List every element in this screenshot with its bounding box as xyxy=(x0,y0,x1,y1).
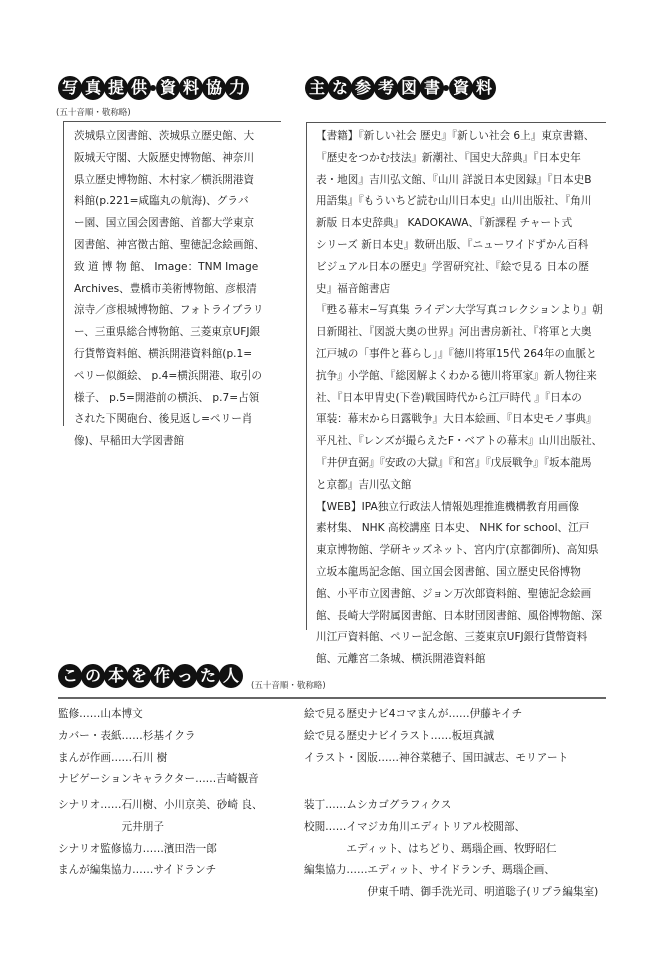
heading-char: 書 xyxy=(420,76,444,100)
reference-line: 【WEB】IPA独立行政法人情報処理推進機構教育用画像 xyxy=(316,500,579,513)
reference-line: 東京博物館、学研キッズネット、宮内庁(京都御所)、高知県 xyxy=(316,544,599,557)
reference-line: 館、元離宮二条城、横浜開港資料館 xyxy=(316,653,486,666)
heading-char: 料 xyxy=(179,76,203,100)
credits-right-group-a xyxy=(304,704,568,769)
reference-line: 平凡社、『レンズが撮らえたF・ベアトの幕末』山川出版社、 xyxy=(316,435,603,448)
heading-char: 協 xyxy=(202,76,226,100)
reference-line: 館、小平市立図書館、ジョン万次郎資料館、聖徳記念絵画 xyxy=(316,587,592,600)
photo-credit-line: 料館(p.221=咸臨丸の航海)、グラバ xyxy=(74,195,249,208)
reference-line: 日新聞社、『図説大奥の世界』河出書房新社、『将軍と大奥 xyxy=(316,326,592,339)
credit-line: シナリオ……石川樹、小川京美、砂崎 良、 xyxy=(58,799,263,811)
reference-line: 『歴史をつかむ技法』新潮社、『国史大辞典』『日本史年 xyxy=(316,151,581,164)
credits-section-heading xyxy=(58,664,242,688)
photo-credit-line: 致 道 博 物 館、 Image：TNM Image xyxy=(74,260,259,273)
photo-credit-line: 涼寺／彦根城博物館、フォトライブラリ xyxy=(74,304,264,317)
photo-section-heading xyxy=(58,76,248,100)
heading-char: 真 xyxy=(81,76,105,100)
heading-char: 主 xyxy=(305,76,329,100)
reference-line: 江戸城の「事件と暮らし」』『徳川将軍15代 264年の血脈と xyxy=(316,347,597,360)
reference-line: 史』福音館書店 xyxy=(316,282,391,295)
heading-char: 提 xyxy=(104,76,128,100)
heading-char: を xyxy=(127,664,151,688)
credits-section-note: (五十音順・敬称略) xyxy=(251,681,326,691)
heading-char: 人 xyxy=(219,664,243,688)
photo-credit-line: ペリー似顔絵、 p.4=横浜開港、取引の xyxy=(74,369,262,382)
photo-credit-line: Archives、豊橋市美術博物館、彦根清 xyxy=(74,282,257,295)
credit-line: 監修……山本博文 xyxy=(58,708,143,720)
heading-char: 図 xyxy=(397,76,421,100)
credit-line: 絵で見る歴史ナビ4コマまんが……伊藤キイチ xyxy=(304,708,523,720)
photo-credit-line: 阪城天守閣、大阪歴史博物館、神奈川 xyxy=(74,151,255,164)
heading-char: 写 xyxy=(58,76,82,100)
reference-line: シリーズ 新日本史』数研出版、『ニューワイドずかん百科 xyxy=(316,238,589,251)
credit-line: まんが作画……石川 樹 xyxy=(58,751,168,764)
reference-line: 社、『日本甲冑史(下巻)戦国時代から江戸時代 』『日本の xyxy=(316,391,582,404)
reference-line: 館、長崎大学附属図書館、日本財団図書館、風俗博物館、深 xyxy=(316,609,603,622)
photo-credit-line: 図書館、神宮徴古館、聖徳記念絵画館、 xyxy=(74,238,265,251)
credit-line: 校閲……イマジカ角川エディトリアル校閲部、 xyxy=(304,820,526,833)
reference-line: 【書籍】『新しい社会 歴史』『新しい社会 6上』東京書籍、 xyxy=(316,130,595,142)
reference-line: 軍装：幕末から日露戦争』大日本絵画、『日本史モノ事典』 xyxy=(316,413,597,426)
credits-right-group-b xyxy=(304,795,598,904)
heading-char: 資 xyxy=(156,76,180,100)
reference-section-heading xyxy=(305,76,495,100)
heading-char: た xyxy=(196,664,220,688)
heading-char: っ xyxy=(173,664,197,688)
photo-credit-line: 像)、早稲田大学図書館 xyxy=(74,435,185,448)
heading-char: 力 xyxy=(225,76,249,100)
credits-left-group-b xyxy=(58,795,263,882)
photo-credit-line: ー、三重県総合博物館、三菱東京UFJ銀 xyxy=(74,326,261,339)
heading-char: 本 xyxy=(104,664,128,688)
reference-line: 川江戸資料館、ペリー記念館、三菱東京UFJ銀行貨幣資料 xyxy=(316,631,588,644)
photo-credit-line: 様子、 p.5=開港前の横浜、 p.7=占領 xyxy=(74,391,260,404)
heading-char: こ xyxy=(58,664,82,688)
photo-credit-line: 県立歴史博物館、木村家／横浜開港資 xyxy=(74,173,255,186)
credit-line: エディット、はちどり、瑪瑙企画、牧野昭仁 xyxy=(304,842,557,855)
reference-line: 用語集』『もういちど読む山川日本史』山川出版社、『角川 xyxy=(316,195,592,208)
reference-line: 『井伊直弼』『安政の大獄』『和宮』『戊辰戦争』『坂本龍馬 xyxy=(316,456,592,469)
credit-line: 装丁……ムシカゴグラフィクス xyxy=(304,799,452,811)
credit-line: カバー・表紙……杉基イクラ xyxy=(58,729,196,742)
photo-credit-line: ー園、国立国会図書館、首都大学東京 xyxy=(74,217,255,230)
heading-char: 資 xyxy=(449,76,473,100)
credit-line: イラスト・図版……神谷菜穂子、国田誠志、モリアート xyxy=(304,751,569,764)
photo-credit-line: 茨城県立図書館、茨城県立歴史館、大 xyxy=(74,130,255,142)
heading-char: 参 xyxy=(351,76,375,100)
reference-line: 『甦る幕末−写真集 ライデン大学写真コレクションより』朝 xyxy=(316,304,603,317)
reference-line: 表・地図』吉川弘文館、『山川 詳説日本史図録』『日本史B xyxy=(316,173,592,186)
credit-line: 編集協力……エディット、サイドランチ、瑪瑙企画、 xyxy=(304,864,555,877)
reference-line: 新版 日本史辞典』 KADOKAWA、『新課程 チャート式 xyxy=(316,217,573,230)
reference-line: 素材集、 NHK 高校講座 日本史、 NHK for school、江戸 xyxy=(316,522,590,535)
heading-char: な xyxy=(328,76,352,100)
reference-line: と京都』吉川弘文館 xyxy=(316,478,412,491)
reference-line: ビジュアル日本の歴史』学習研究社、『絵で見る 日本の歴 xyxy=(316,260,589,273)
heading-char: 作 xyxy=(150,664,174,688)
photo-credit-line: 行貨幣資料館、横浜開港資料館(p.1= xyxy=(74,347,253,360)
credit-line: シナリオ監修協力……濱田浩一郎 xyxy=(58,842,217,855)
reference-line: 抗争』小学館、『総図解よくわかる徳川将軍家』新人物往来 xyxy=(316,369,597,382)
reference-line: 立坂本龍馬記念館、国立国会図書館、国立歴史民俗博物 xyxy=(316,565,581,578)
credit-line: ナビゲーションキャラクター……吉崎観音 xyxy=(58,773,259,786)
heading-char: の xyxy=(81,664,105,688)
heading-char: 料 xyxy=(472,76,496,100)
heading-char: 考 xyxy=(374,76,398,100)
credit-line: 絵で見る歴史ナビイラスト……板垣真誠 xyxy=(304,729,495,742)
credit-line: 伊東千晴、御手洗光司、明道聡子(リプラ編集室) xyxy=(304,886,599,899)
photo-credits-box xyxy=(63,121,281,448)
photo-section-note: (五十音順・敬称略) xyxy=(56,108,131,118)
heading-char: 供 xyxy=(127,76,151,100)
references-box xyxy=(306,122,606,666)
photo-credit-line: された下関砲台、後見返し=ペリー肖 xyxy=(74,413,253,426)
credit-line: まんが編集協力……サイドランチ xyxy=(58,864,217,877)
credits-divider xyxy=(58,697,606,699)
credits-left-group-a xyxy=(58,704,259,791)
credit-line: 元井朋子 xyxy=(58,820,164,833)
